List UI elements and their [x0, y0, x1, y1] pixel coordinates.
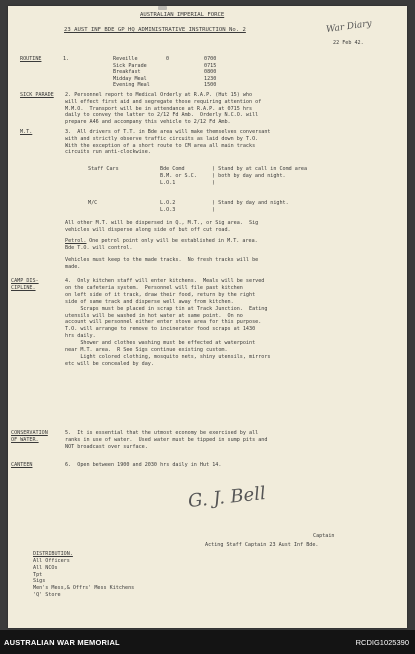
distribution-item: Sigs [33, 578, 46, 585]
routine-item-label: Evening Meal [113, 82, 150, 89]
mc-note: ) Stand by day and night. [212, 200, 289, 206]
document-date: 22 Feb 42. [333, 40, 364, 46]
petrol-label: Petrol. [65, 238, 87, 244]
camp-discipline-line: on left side of it track, draw their food, return by the right [65, 291, 256, 298]
routine-item-time: 0715 [204, 62, 217, 69]
camp-discipline-line: utensils will be washed in hot water at same point. On no [65, 312, 243, 319]
document-page [8, 6, 407, 628]
staff-cars-label: Staff Cars [88, 166, 119, 172]
canteen-text: 6. Open between 1900 and 2030 hrs daily in Hut 14. [65, 462, 222, 468]
document-title: 23 AUST INF BDE GP HQ ADMINISTRATIVE INSTRUCTION No. 2 [64, 27, 246, 33]
camp-discipline-line: side of same track and disperse well away from kitchen. [65, 298, 234, 305]
mc-label: M/C [88, 200, 98, 206]
camp-discipline-line: hrs daily. [65, 333, 96, 340]
camp-discipline-heading-2: CIPLINE. [11, 285, 36, 291]
water-line: 5. It is essential that the utmost economy be exercised by all [65, 430, 259, 436]
handwritten-signature: G. J. Bell [187, 482, 267, 513]
routine-heading: ROUTINE [20, 56, 42, 62]
distribution-item: All Officers [33, 558, 70, 564]
mt-heading: M.T. [20, 129, 33, 135]
staff-car-entry: Bde Comd [160, 166, 185, 172]
sick-parade-line: M.M.O. Transport will be in attendance at R.A.P. at 0715 hrs [65, 105, 253, 112]
signatory-role: Acting Staff Captain 23 Aust Inf Bde. [205, 542, 319, 548]
sick-parade-heading: SICK PARADE [20, 92, 54, 98]
distribution-heading: DISTRIBUTION. [33, 551, 73, 557]
staff-car-note: ) both by day and night. [212, 173, 286, 179]
institution-name: AUSTRALIAN WAR MEMORIAL [4, 638, 120, 647]
handwritten-war-diary-note: War Diary [325, 18, 373, 36]
routine-item-label: Reveille [113, 56, 138, 62]
camp-discipline-line: on the cafeteria system. Personnel will file past kitchen [65, 284, 243, 291]
mt-line: circuits run anti-clockwise. [65, 149, 151, 156]
mc-note: ) [212, 207, 216, 213]
staple-mark [158, 6, 167, 10]
water-heading-1: CONSERVATION [11, 430, 48, 436]
force-heading: AUSTRALIAN IMPERIAL FORCE [140, 12, 225, 18]
routine-item-time: 0800 [204, 69, 217, 76]
tracks-line: Vehicles must keep to the made tracks. No fresh tracks will be [65, 257, 259, 263]
mt-line: with and strictly observe traffic circuits as laid down by T.O. [65, 135, 259, 142]
camp-discipline-line: etc will be concealed by day. [65, 360, 154, 367]
signatory-rank: Captain [313, 533, 335, 539]
dispersal-line: vehicles will disperse along side of but off cut road. [65, 226, 231, 233]
mt-line: 3. All drivers of T.T. in Bde area will make themselves conversant [65, 129, 271, 135]
mc-entry: L.O.3 [160, 207, 176, 213]
petrol-line: One petrol point only will be established in M.T. area. [86, 238, 258, 244]
camp-discipline-line: near M.T. area. R See Sigs continue existing custom. [65, 347, 228, 353]
camp-discipline-line: Light colored clothing, mosquito nets, shiny utensils, mirrors [65, 353, 271, 360]
tracks-line: made. [65, 263, 81, 270]
sick-parade-line: prepare A46 and accompany this vehicle to 2/12 Fd Amb. [65, 119, 231, 126]
routine-item-label: Sick Parade [113, 62, 147, 69]
water-heading-2: OF WATER. [11, 437, 39, 443]
staff-car-entry: L.O.1 [160, 180, 176, 186]
camp-discipline-line: Scraps must be placed in scrap tin at Track Junction. Eating [65, 305, 268, 312]
camp-discipline-line: 4. Only kitchen staff will enter kitchens. Meals will be served [65, 278, 265, 284]
routine-item-time: 1500 [204, 82, 217, 89]
sick-parade-line: 2. Personnel report to Medical Orderly at R.A.P. (Hut 15) who [65, 92, 253, 98]
archive-footer [0, 630, 415, 654]
routine-item-time: 0700 [204, 56, 217, 62]
record-id: RCDIG1025390 [355, 638, 409, 647]
camp-discipline-line: account will personnel either enter stove area for this purpose. [65, 319, 262, 326]
canteen-heading: CANTEEN [11, 462, 33, 468]
water-line: ranks in use of water. Used water must be tipped in sump pits and [65, 436, 268, 443]
staff-car-entry: B.M. or S.C. [160, 173, 197, 179]
routine-item-label: Breakfast [113, 69, 141, 76]
distribution-item: All NCOs [33, 564, 58, 571]
dispersal-line: All other M.T. will be dispersed in Q., M.T., or Sig area. Sig [65, 220, 259, 226]
camp-discipline-line: T.O. will arrange to remove to incinerator food scraps at 1430 [65, 326, 256, 333]
distribution-item: Tpt [33, 571, 43, 578]
routine-item-label: Midday Meal [113, 75, 147, 82]
mt-line: With the exception of a short route to CM area all main tracks [65, 142, 256, 149]
camp-discipline-heading-1: CAMP DIS- [11, 278, 39, 284]
staff-car-note: ) Stand by at call in Comd area [212, 166, 308, 172]
water-line: NOT broadcast over surface. [65, 443, 148, 450]
mc-entry: L.O.2 [160, 200, 176, 206]
sick-parade-line: will effect first aid and segregate those requiring attention of [65, 98, 262, 105]
petrol-line: Bde T.O. will control. [65, 244, 133, 251]
distribution-item: Men's Mess,& Offrs' Mess Kitchens [33, 585, 135, 592]
distribution-item: 'Q' Store [33, 592, 61, 598]
staff-car-note: ) [212, 180, 216, 186]
routine-number: 1. [63, 56, 70, 62]
routine-item-mark: 0 [166, 56, 170, 62]
routine-item-time: 1230 [204, 75, 217, 82]
sick-parade-line: daily to convey the latter to 2/12 Fd Amb. Orderly N.C.O. will [65, 112, 259, 119]
camp-discipline-line: Shower and clothes washing must be effected at waterpoint [65, 340, 256, 347]
